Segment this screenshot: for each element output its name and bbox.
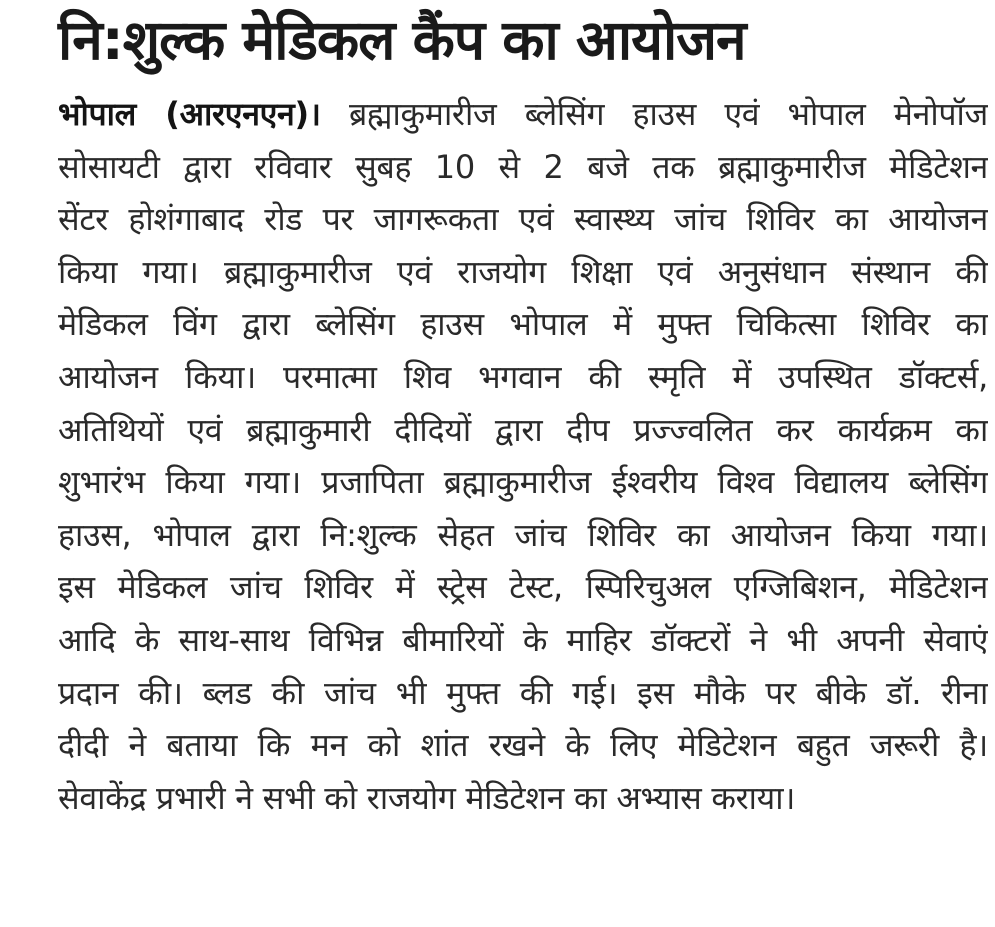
dateline: भोपाल (आरएनएन)। xyxy=(58,95,321,133)
article-line xyxy=(58,88,988,141)
article-line: प्रदान की। ब्लड की जांच भी मुफ्त की गई। इस मौके पर बीके डॉ. रीना xyxy=(58,673,988,712)
article-line: आदि के साथ-साथ विभिन्न बीमारियों के माहिर डॉक्टरों ने भी अपनी सेवाएं xyxy=(58,620,988,659)
article-line: अतिथियों एवं ब्रह्माकुमारी दीदियों द्वारा दीप प्रज्ज्वलित कर कार्यक्रम का xyxy=(58,410,988,449)
article-line: शुभारंभ किया गया। प्रजापिता ब्रह्माकुमारीज ईश्वरीय विश्व विद्यालय ब्लेसिंग xyxy=(58,463,988,502)
article-line: इस मेडिकल जांच शिविर में स्ट्रेस टेस्ट, स्पिरिचुअल एग्जिबिशन, मेडिटेशन xyxy=(58,568,988,607)
article-line: किया गया। ब्रह्माकुमारीज एवं राजयोग शिक्षा एवं अनुसंधान संस्थान की xyxy=(58,252,988,291)
article-line: आयोजन किया। परमात्मा शिव भगवान की स्मृति में उपस्थित डॉक्टर्स, xyxy=(58,357,988,396)
article-line: हाउस, भोपाल द्वारा नि:शुल्क सेहत जांच शिविर का आयोजन किया गया। xyxy=(58,515,988,554)
article-line: सोसायटी द्वारा रविवार सुबह 10 से 2 बजे तक ब्रह्माकुमारीज मेडिटेशन xyxy=(58,147,988,186)
article-line-text: ब्रह्माकुमारीज ब्लेसिंग हाउस एवं भोपाल मेनोपॉज xyxy=(348,95,988,133)
article-line: मेडिकल विंग द्वारा ब्लेसिंग हाउस भोपाल में मुफ्त चिकित्सा शिविर का xyxy=(58,305,988,344)
article-line: दीदी ने बताया कि मन को शांत रखने के लिए मेडिटेशन बहुत जरूरी है। xyxy=(58,726,988,765)
article-line: सेवाकेंद्र प्रभारी ने सभी को राजयोग मेडिटेशन का अभ्यास कराया। xyxy=(58,778,796,817)
headline: नि:शुल्क मेडिकल कैंप का आयोजन xyxy=(58,8,746,72)
article-body xyxy=(58,88,988,824)
article-line: सेंटर होशंगाबाद रोड पर जागरूकता एवं स्वास्थ्य जांच शिविर का आयोजन xyxy=(58,200,988,239)
